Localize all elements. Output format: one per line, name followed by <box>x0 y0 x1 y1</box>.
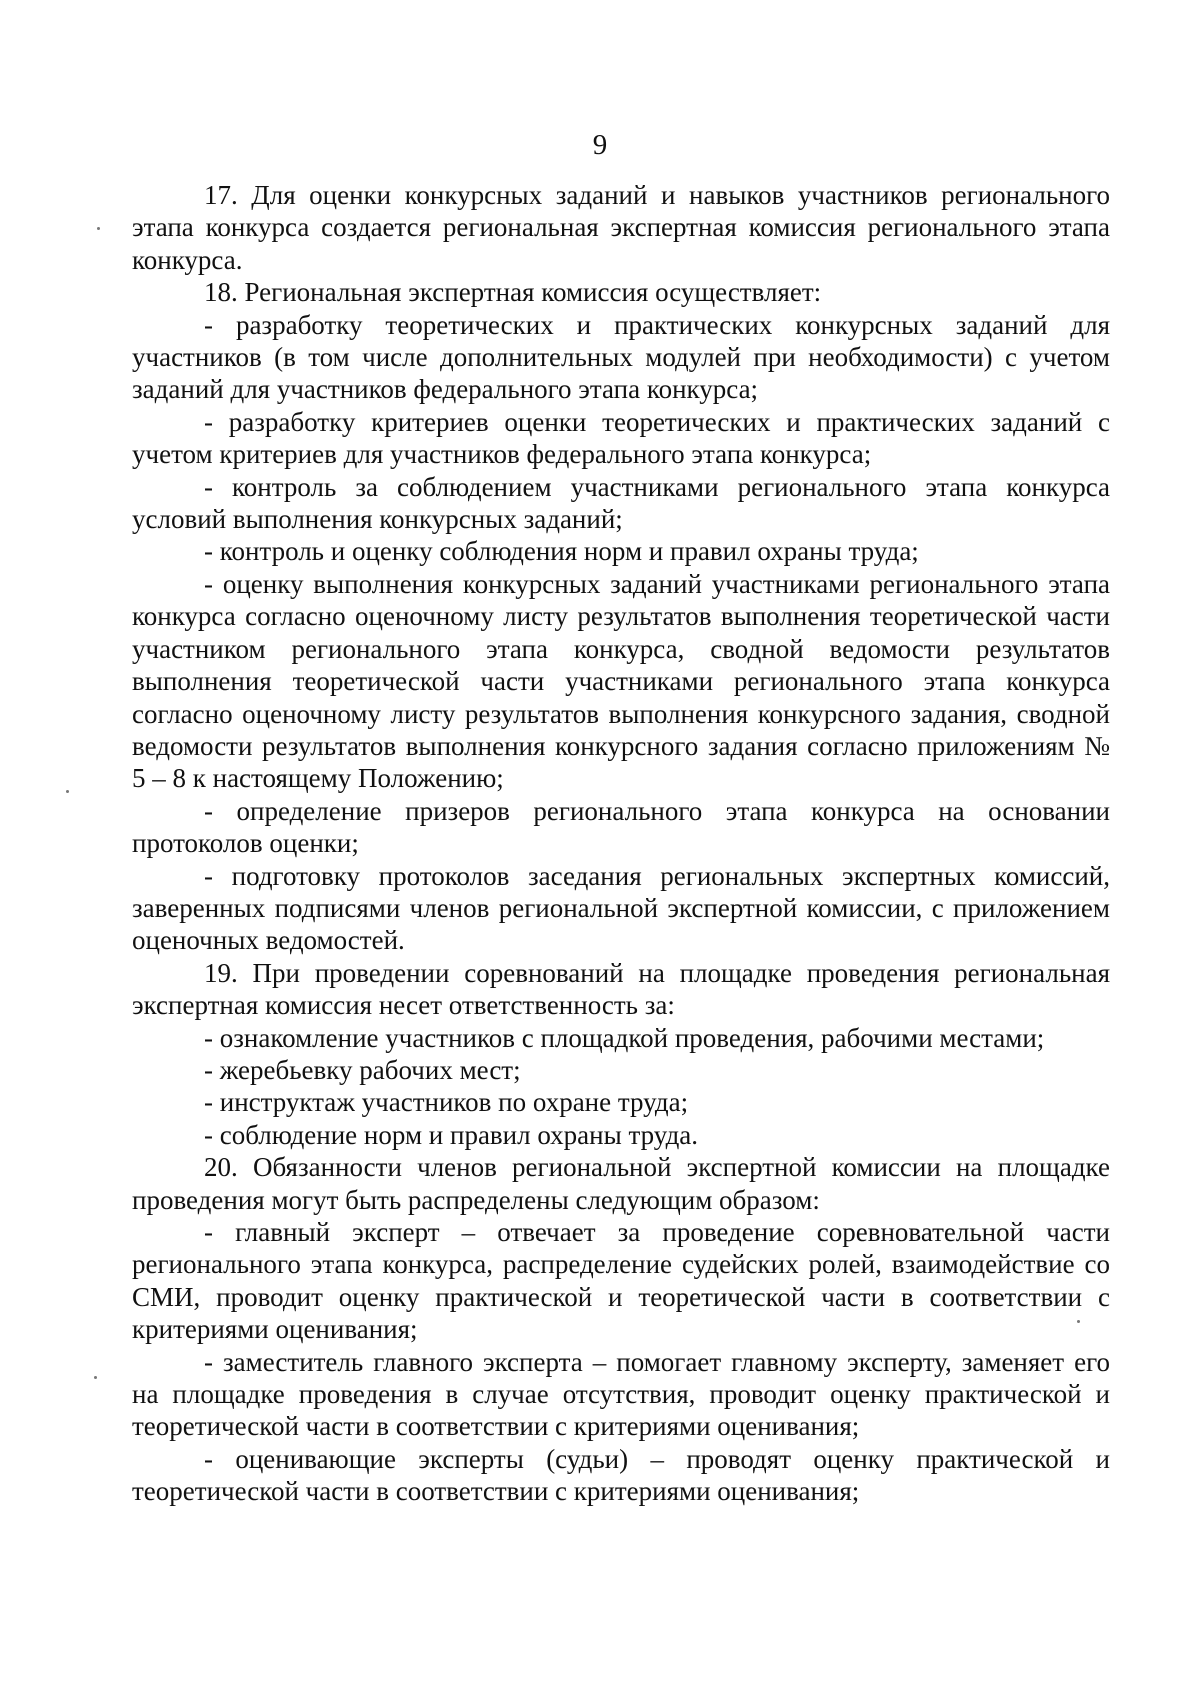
list-item: - заместитель главного эксперта – помогает главному эксперту, заменяет его на площадке проведения в случае отсутствия, проводит оценку практической и теоретической части в соответствии с критериями оценивания; <box>132 1346 1110 1442</box>
scan-speck <box>97 227 100 230</box>
list-item: - жеребьевку рабочих мест; <box>204 1054 521 1085</box>
list-item: - инструктаж участников по охране труда; <box>204 1087 689 1118</box>
paragraph-17: 17. Для оценки конкурсных заданий и навыков участников регионального этапа конкурса создается региональная экспертная комиссия регионального этапа конкурса. <box>132 180 1110 275</box>
scan-speck <box>1077 1320 1080 1323</box>
list-item: - соблюдение норм и правил охраны труда. <box>204 1119 699 1150</box>
paragraph-20: 20. Обязанности членов региональной экспертной комиссии на площадке проведения могут быть распределены следующим образом: <box>132 1152 1110 1215</box>
scan-speck <box>66 790 69 793</box>
list-item: - ознакомление участников с площадкой проведения, рабочими местами; <box>204 1022 1045 1053</box>
list-item: - контроль и оценку соблюдения норм и правил охраны труда; <box>204 536 919 567</box>
list-item: - разработку критериев оценки теоретических и практических заданий с учетом критериев для участников федерального этапа конкурса; <box>132 406 1110 470</box>
paragraph-19: 19. При проведении соревнований на площадке проведения региональная экспертная комиссия несет ответственность за: <box>132 957 1110 1021</box>
list-item: - определение призеров регионального этапа конкурса на основании протоколов оценки; <box>132 795 1110 859</box>
document-body <box>132 179 1110 1508</box>
list-item: - подготовку протоколов заседания региональных экспертных комиссий, заверенных подписями членов региональной экспертной комиссии, с приложением оценочных ведомостей. <box>132 860 1110 956</box>
page-number: 9 <box>592 129 608 161</box>
list-item: - разработку теоретических и практических конкурсных заданий для участников (в том числе дополнительных модулей при необходимости) с учетом заданий для участников федерального этапа конкурса; <box>132 309 1110 405</box>
scan-speck <box>94 1376 97 1379</box>
list-item: - главный эксперт – отвечает за проведение соревновательной части регионального этапа конкурса, распределение судейских ролей, взаимодействие со СМИ, проводит оценку практической и теоретической части в соответствии с критериями оценивания; <box>132 1217 1110 1345</box>
list-item: - оценку выполнения конкурсных заданий участниками регионального этапа конкурса согласно оценочному листу результатов выполнения теоретической части участником регионального этапа конкурса, сводной ведомости результатов выполнения теоретической части участниками регионального этапа конкурса согласно оценочному листу результатов выполнения конкурсного задания, сводной ведомости результатов выполнения конкурсного задания согласно приложениям № 5 – 8 к настоящему Положению; <box>132 568 1110 794</box>
list-item: - оценивающие эксперты (судьи) – проводят оценку практической и теоретической части в соответствии с критериями оценивания; <box>132 1443 1110 1507</box>
list-item: - контроль за соблюдением участниками регионального этапа конкурса условий выполнения конкурсных заданий; <box>132 471 1110 535</box>
paragraph-18: 18. Региональная экспертная комиссия осуществляет: <box>204 277 822 308</box>
